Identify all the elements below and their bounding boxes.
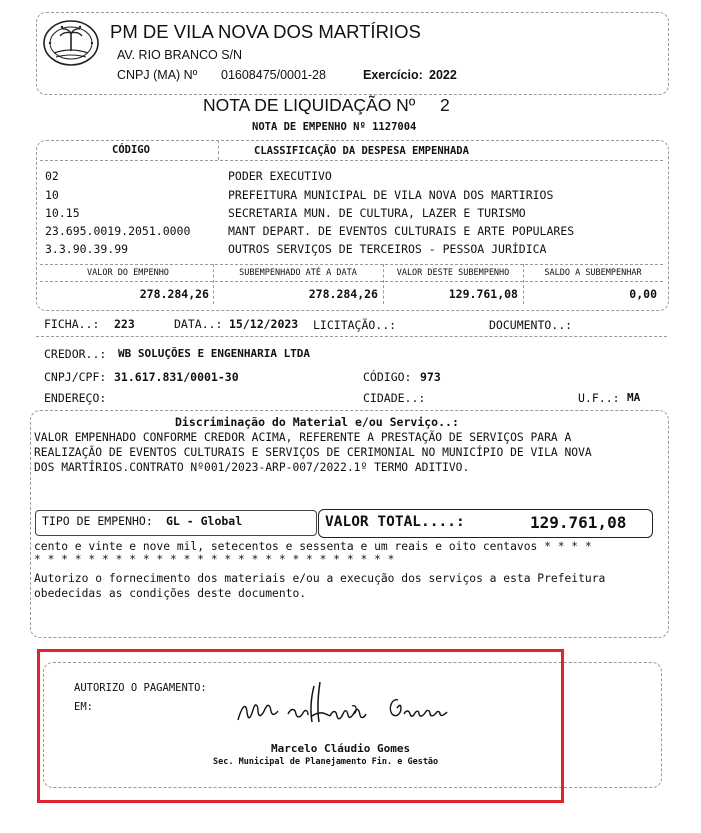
- class-code: 10.15: [45, 206, 80, 220]
- code-header: CÓDIGO: [112, 144, 150, 156]
- empenho-number: NOTA DE EMPENHO Nº 1127004: [252, 121, 417, 133]
- valor-total-label: VALOR TOTAL....:: [325, 514, 465, 530]
- value-empenho: 278.284,26: [139, 287, 209, 301]
- licitacao-label: LICITAÇÃO..:: [313, 318, 397, 332]
- tipo-empenho-value: GL - Global: [166, 514, 243, 528]
- values-header-subempenhado: SUBEMPENHADO ATÉ A DATA: [239, 268, 357, 278]
- class-desc: OUTROS SERVIÇOS DE TERCEIROS - PESSOA JURÍDICA: [228, 242, 547, 256]
- credor-cidade-label: CIDADE..:: [363, 391, 426, 405]
- org-name: PM DE VILA NOVA DOS MARTÍRIOS: [110, 21, 421, 42]
- values-divider: [523, 264, 524, 304]
- coat-of-arms-logo: [40, 17, 102, 69]
- valor-extenso-stars: * * * * * * * * * * * * * * * * * * * * * * * * * * *: [34, 553, 395, 566]
- org-address: AV. RIO BRANCO S/N: [117, 48, 243, 62]
- cnpj-value: 01608475/0001-28: [221, 68, 326, 82]
- values-divider: [213, 264, 214, 304]
- class-desc: MANT DEPART. DE EVENTOS CULTURAIS E ARTE POPULARES: [228, 224, 575, 238]
- class-code: 02: [45, 169, 59, 183]
- documento-label: DOCUMENTO..:: [489, 318, 573, 332]
- credor-codigo-label: CÓDIGO:: [363, 370, 412, 384]
- values-divider: [383, 264, 384, 304]
- ficha-value: 223: [114, 317, 135, 331]
- discriminacao-line: VALOR EMPENHADO CONFORME CREDOR ACIMA, REFERENTE A PRESTAÇÃO DE SERVIÇOS PARA A: [34, 431, 572, 444]
- exercicio-value: 2022: [429, 68, 457, 82]
- values-top-divider: [40, 264, 663, 265]
- meta-divider: [36, 336, 667, 337]
- document-title: NOTA DE LIQUIDAÇÃO Nº: [203, 95, 416, 115]
- credor-uf-value: MA: [627, 391, 641, 404]
- credor-cnpj-value: 31.617.831/0001-30: [114, 370, 239, 384]
- valor-extenso: cento e vinte e nove mil, setecentos e sessenta e um reais e oito centavos * * * *: [34, 540, 592, 553]
- cnpj-label: CNPJ (MA) Nº: [117, 68, 198, 82]
- discriminacao-line: REALIZAÇÃO DE EVENTOS CULTURAIS E SERVIÇOS DE CERIMONIAL NO MUNICÍPIO DE VILA NOVA: [34, 446, 592, 459]
- value-saldo: 0,00: [629, 287, 657, 301]
- class-header: CLASSIFICAÇÃO DA DESPESA EMPENHADA: [254, 145, 469, 157]
- class-code: 23.695.0019.2051.0000: [45, 224, 191, 238]
- class-header-divider: [40, 160, 663, 161]
- discriminacao-line: DOS MARTÍRIOS.CONTRATO Nº001/2023-ARP-007/2022.1º TERMO ADITIVO.: [34, 461, 470, 474]
- credor-name: WB SOLUÇÕES E ENGENHARIA LTDA: [118, 347, 311, 360]
- class-desc: SECRETARIA MUN. DE CULTURA, LAZER E TURISMO: [228, 206, 526, 220]
- class-desc: PODER EXECUTIVO: [228, 169, 332, 183]
- em-label: EM:: [74, 701, 93, 713]
- values-header-saldo: SALDO A SUBEMPENHAR: [544, 268, 642, 278]
- credor-uf-label: U.F..:: [578, 391, 620, 405]
- autorizo-fornecimento-line: Autorizo o fornecimento dos materiais e/ou a execução dos serviços a esta Prefeitura: [34, 572, 606, 585]
- credor-endereco-label: ENDEREÇO:: [44, 391, 107, 405]
- autorizo-pagamento-label: AUTORIZO O PAGAMENTO:: [74, 682, 207, 694]
- class-column-divider: [218, 140, 219, 160]
- values-header-deste: VALOR DESTE SUBEMPENHO: [396, 268, 510, 278]
- class-desc: PREFEITURA MUNICIPAL DE VILA NOVA DOS MARTIRIOS: [228, 188, 554, 202]
- values-header-divider: [40, 281, 663, 282]
- signer-name: Marcelo Cláudio Gomes: [271, 742, 411, 755]
- values-header-empenho: VALOR DO EMPENHO: [87, 268, 169, 278]
- ficha-label: FICHA..:: [44, 317, 100, 331]
- valor-total-value: 129.761,08: [530, 513, 627, 532]
- document-number: 2: [440, 95, 450, 115]
- autorizo-fornecimento-line: obedecidas as condições deste documento.: [34, 587, 307, 600]
- signature-image: [232, 676, 462, 736]
- credor-label: CREDOR..:: [44, 347, 107, 361]
- discriminacao-title: Discriminação do Material e/ou Serviço..:: [175, 415, 459, 429]
- class-code: 3.3.90.39.99: [45, 242, 129, 256]
- signer-role: Sec. Municipal de Planejamento Fin. e Gestão: [213, 757, 439, 767]
- value-subempenhado: 278.284,26: [308, 287, 378, 301]
- credor-cnpj-label: CNPJ/CPF:: [44, 370, 107, 384]
- credor-codigo-value: 973: [420, 370, 441, 384]
- value-deste: 129.761,08: [448, 287, 518, 301]
- exercicio-label: Exercício:: [363, 68, 423, 82]
- data-label: DATA..:: [174, 317, 223, 331]
- tipo-empenho-label: TIPO DE EMPENHO:: [42, 514, 153, 528]
- class-code: 10: [45, 188, 59, 202]
- data-value: 15/12/2023: [229, 317, 299, 331]
